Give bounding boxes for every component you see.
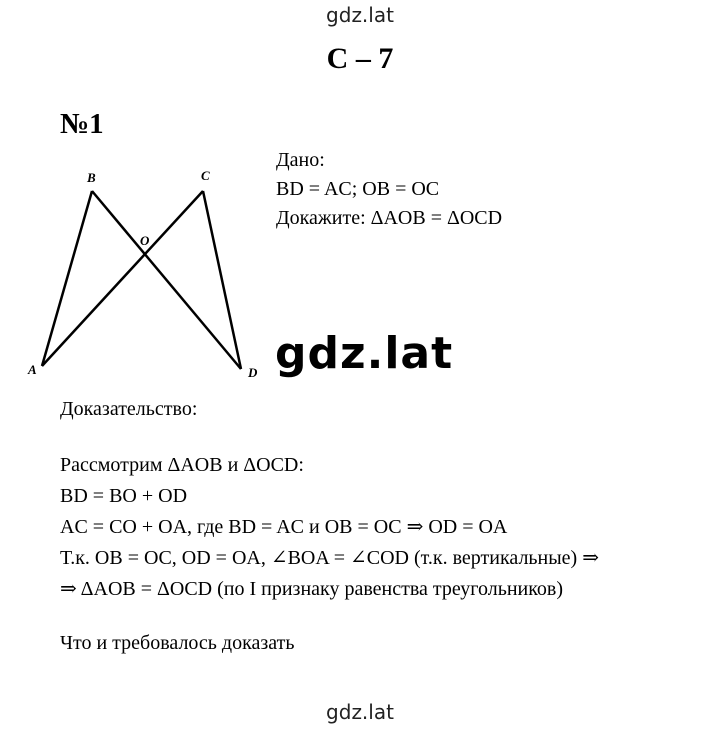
watermark-top: gdz.lat — [326, 3, 394, 27]
task-number: №1 — [60, 108, 104, 140]
proof-line: Рассмотрим ΔAOB и ΔOCD: — [60, 454, 304, 476]
point-label-c: C — [201, 168, 210, 183]
proof-line: ⇒ ΔAOB = ΔOCD (по I признаку равенства треугольников) — [60, 578, 564, 600]
proof-conclusion: Что и требовалось доказать — [60, 632, 295, 654]
proof-body — [60, 450, 599, 605]
proof-line: AC = CO + OA, где BD = AC и OB = OC ⇒ OD = OA — [60, 516, 508, 538]
page-heading: С – 7 — [326, 42, 394, 75]
proof-title: Доказательство: — [60, 398, 198, 420]
segment-bd — [92, 191, 241, 369]
given-label: Дано: — [276, 149, 325, 171]
geometry-figure — [20, 160, 270, 385]
watermark-center: gdz.lat — [275, 328, 454, 379]
proof-line: Т.к. OB = OC, OD = OA, ∠BOA = ∠COD (т.к. вертикальные) ⇒ — [60, 547, 599, 569]
watermark-bottom: gdz.lat — [326, 700, 394, 724]
segment-cd — [203, 191, 241, 369]
proof-line: BD = BO + OD — [60, 485, 188, 507]
point-label-o: O — [140, 233, 150, 248]
point-label-b: B — [87, 170, 96, 185]
point-label-d: D — [248, 365, 258, 380]
given-condition: BD = AC; OB = OC — [276, 178, 440, 200]
given-to-prove: Докажите: ΔAOB = ΔOCD — [276, 207, 503, 229]
point-label-a: A — [28, 362, 37, 377]
given-block — [276, 146, 502, 233]
